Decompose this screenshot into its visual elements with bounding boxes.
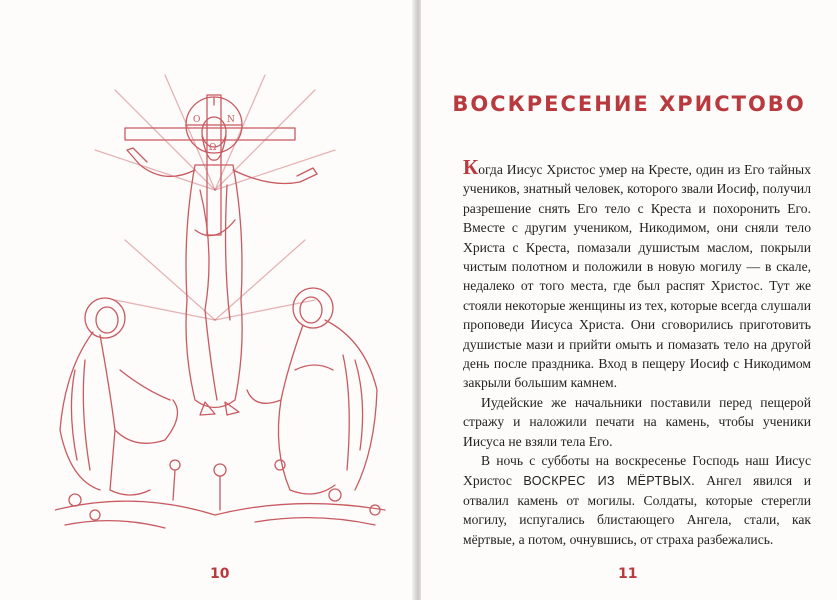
chapter-text (463, 155, 811, 549)
paragraph-1-text: огда Иисус Христос умер на Кресте, один из Его тайных учеников, знатный человек, которого звали Иосиф, получил разрешение снять Его тело с Креста и похоронить Его. Вместе с другим учеником, Никодимом, они сняли тело Христа с Креста, помазали душистым маслом, покрыли чистым полотном и положили в новую могилу — в скале, недалеко от того места, где был распят Христос. Тут же стояли некоторые женщины из тех, которые всегда слушали проповеди Иисуса Христа. Они сговорились приготовить душистые мази и прийти омыть и помазать тело на другой день после праздника. Вход в пещеру Иосиф с Никодимом закрыли большим камнем. (463, 162, 811, 391)
left-angel-halo (85, 298, 125, 338)
paragraph-3-end: . Ангел явился и отвалил камень от могилы. Солдаты, которые стерегли могилу, испугались блистающего Ангела, стали, как мёртвые, а потом, очнувшись, от страха разбежались. (463, 472, 811, 547)
halo-letter-n: Ν (227, 115, 235, 125)
right-angel-halo (293, 288, 333, 328)
flowers (69, 460, 380, 520)
resurrection-illustration (55, 70, 405, 540)
left-page (0, 0, 416, 600)
page-number-left: 10 (210, 566, 230, 582)
paragraph-3-emphasis: ВОСКРЕС ИЗ МЁРТВЫХ (523, 473, 692, 488)
glory-rays (95, 75, 335, 320)
halo-letter-o: Ο (193, 115, 201, 125)
left-angel (60, 298, 178, 495)
chapter-title: ВОСКРЕСЕНИЕ ХРИСТОВО (452, 92, 806, 116)
paragraph-1 (463, 155, 811, 393)
page-number-right: 11 (618, 566, 638, 582)
paragraph-3-start: В ночь с субботы на воскресенье Господь наш Иисус Христос (463, 453, 811, 488)
halo-letter-omega: Ω (209, 143, 217, 153)
paragraph-2: Иудейские же начальники поставили перед пещерой стражу и наложили печати на камень, чтобы ученики Иисуса не взяли тела Его. (463, 394, 811, 449)
right-page (421, 0, 837, 600)
right-angel (247, 288, 377, 494)
drop-cap: К (463, 155, 479, 179)
christ-robe (186, 165, 242, 408)
paragraph-3 (463, 451, 811, 549)
